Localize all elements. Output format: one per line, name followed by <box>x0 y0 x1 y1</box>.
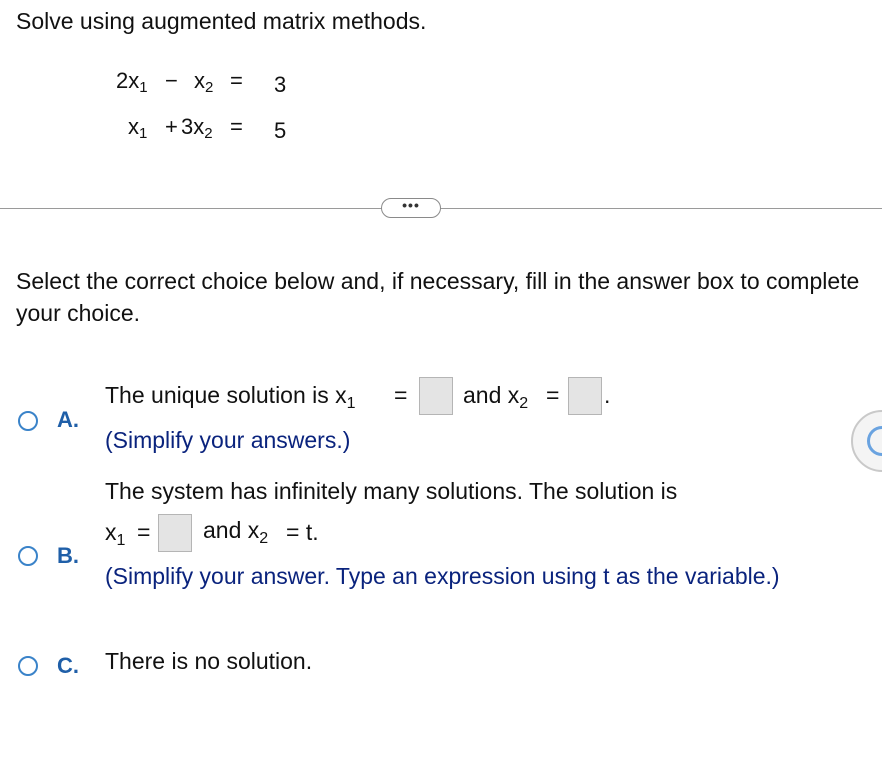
instruction-text: Solve using augmented matrix methods. <box>16 8 427 34</box>
choice-b-hint: (Simplify your answer. Type an expression using t as the variable.) <box>105 563 780 589</box>
eq2-term1: $x_1$ <box>128 114 148 142</box>
choice-b-line1: The system has infinitely many solutions. The solution is <box>105 478 678 504</box>
choice-a-and-x2: and $x_2$ <box>463 382 529 412</box>
more-options-button[interactable]: ••• <box>381 198 441 218</box>
eq2-term2: $3x_2$ <box>181 114 213 142</box>
section-divider <box>0 208 882 209</box>
choice-a-radio[interactable] <box>18 411 38 431</box>
choice-b-equals-t: = t. <box>286 519 319 545</box>
x2-answer-box[interactable] <box>568 377 602 415</box>
choice-a-text: The unique solution is $x_1$ <box>105 382 356 412</box>
choice-b-equals: = <box>137 519 151 545</box>
help-side-button[interactable] <box>851 410 882 472</box>
choice-c-letter: C. <box>57 653 79 678</box>
choice-a-equals-1: = <box>394 382 408 408</box>
choice-a-letter: A. <box>57 407 79 432</box>
choice-b-x1: $x_1$ <box>105 519 126 549</box>
choice-b-radio[interactable] <box>18 546 38 566</box>
eq1-term2: $x_2$ <box>194 68 214 96</box>
eq2-rhs: 5 <box>274 118 287 143</box>
eq2-operator: + <box>165 114 178 139</box>
choice-b-and-x2: and $x_2$ <box>203 517 269 547</box>
eq1-term1: $2x_1$ <box>116 68 148 96</box>
x1-answer-box[interactable] <box>419 377 453 415</box>
eq1-equals: = <box>230 68 243 93</box>
choice-a-hint: (Simplify your answers.) <box>105 427 351 453</box>
choice-c-text: There is no solution. <box>105 648 313 674</box>
help-icon <box>867 426 882 456</box>
choice-a-period: . <box>604 382 611 408</box>
choice-a-equals-2: = <box>546 382 560 408</box>
eq1-operator: − <box>165 68 178 93</box>
choice-c-radio[interactable] <box>18 656 38 676</box>
choice-b-letter: B. <box>57 543 79 568</box>
eq1-rhs: 3 <box>274 72 287 97</box>
eq2-equals: = <box>230 114 243 139</box>
choice-prompt: Select the correct choice below and, if necessary, fill in the answer box to complete your choice. <box>16 268 860 326</box>
x1-expression-answer-box[interactable] <box>158 514 192 552</box>
